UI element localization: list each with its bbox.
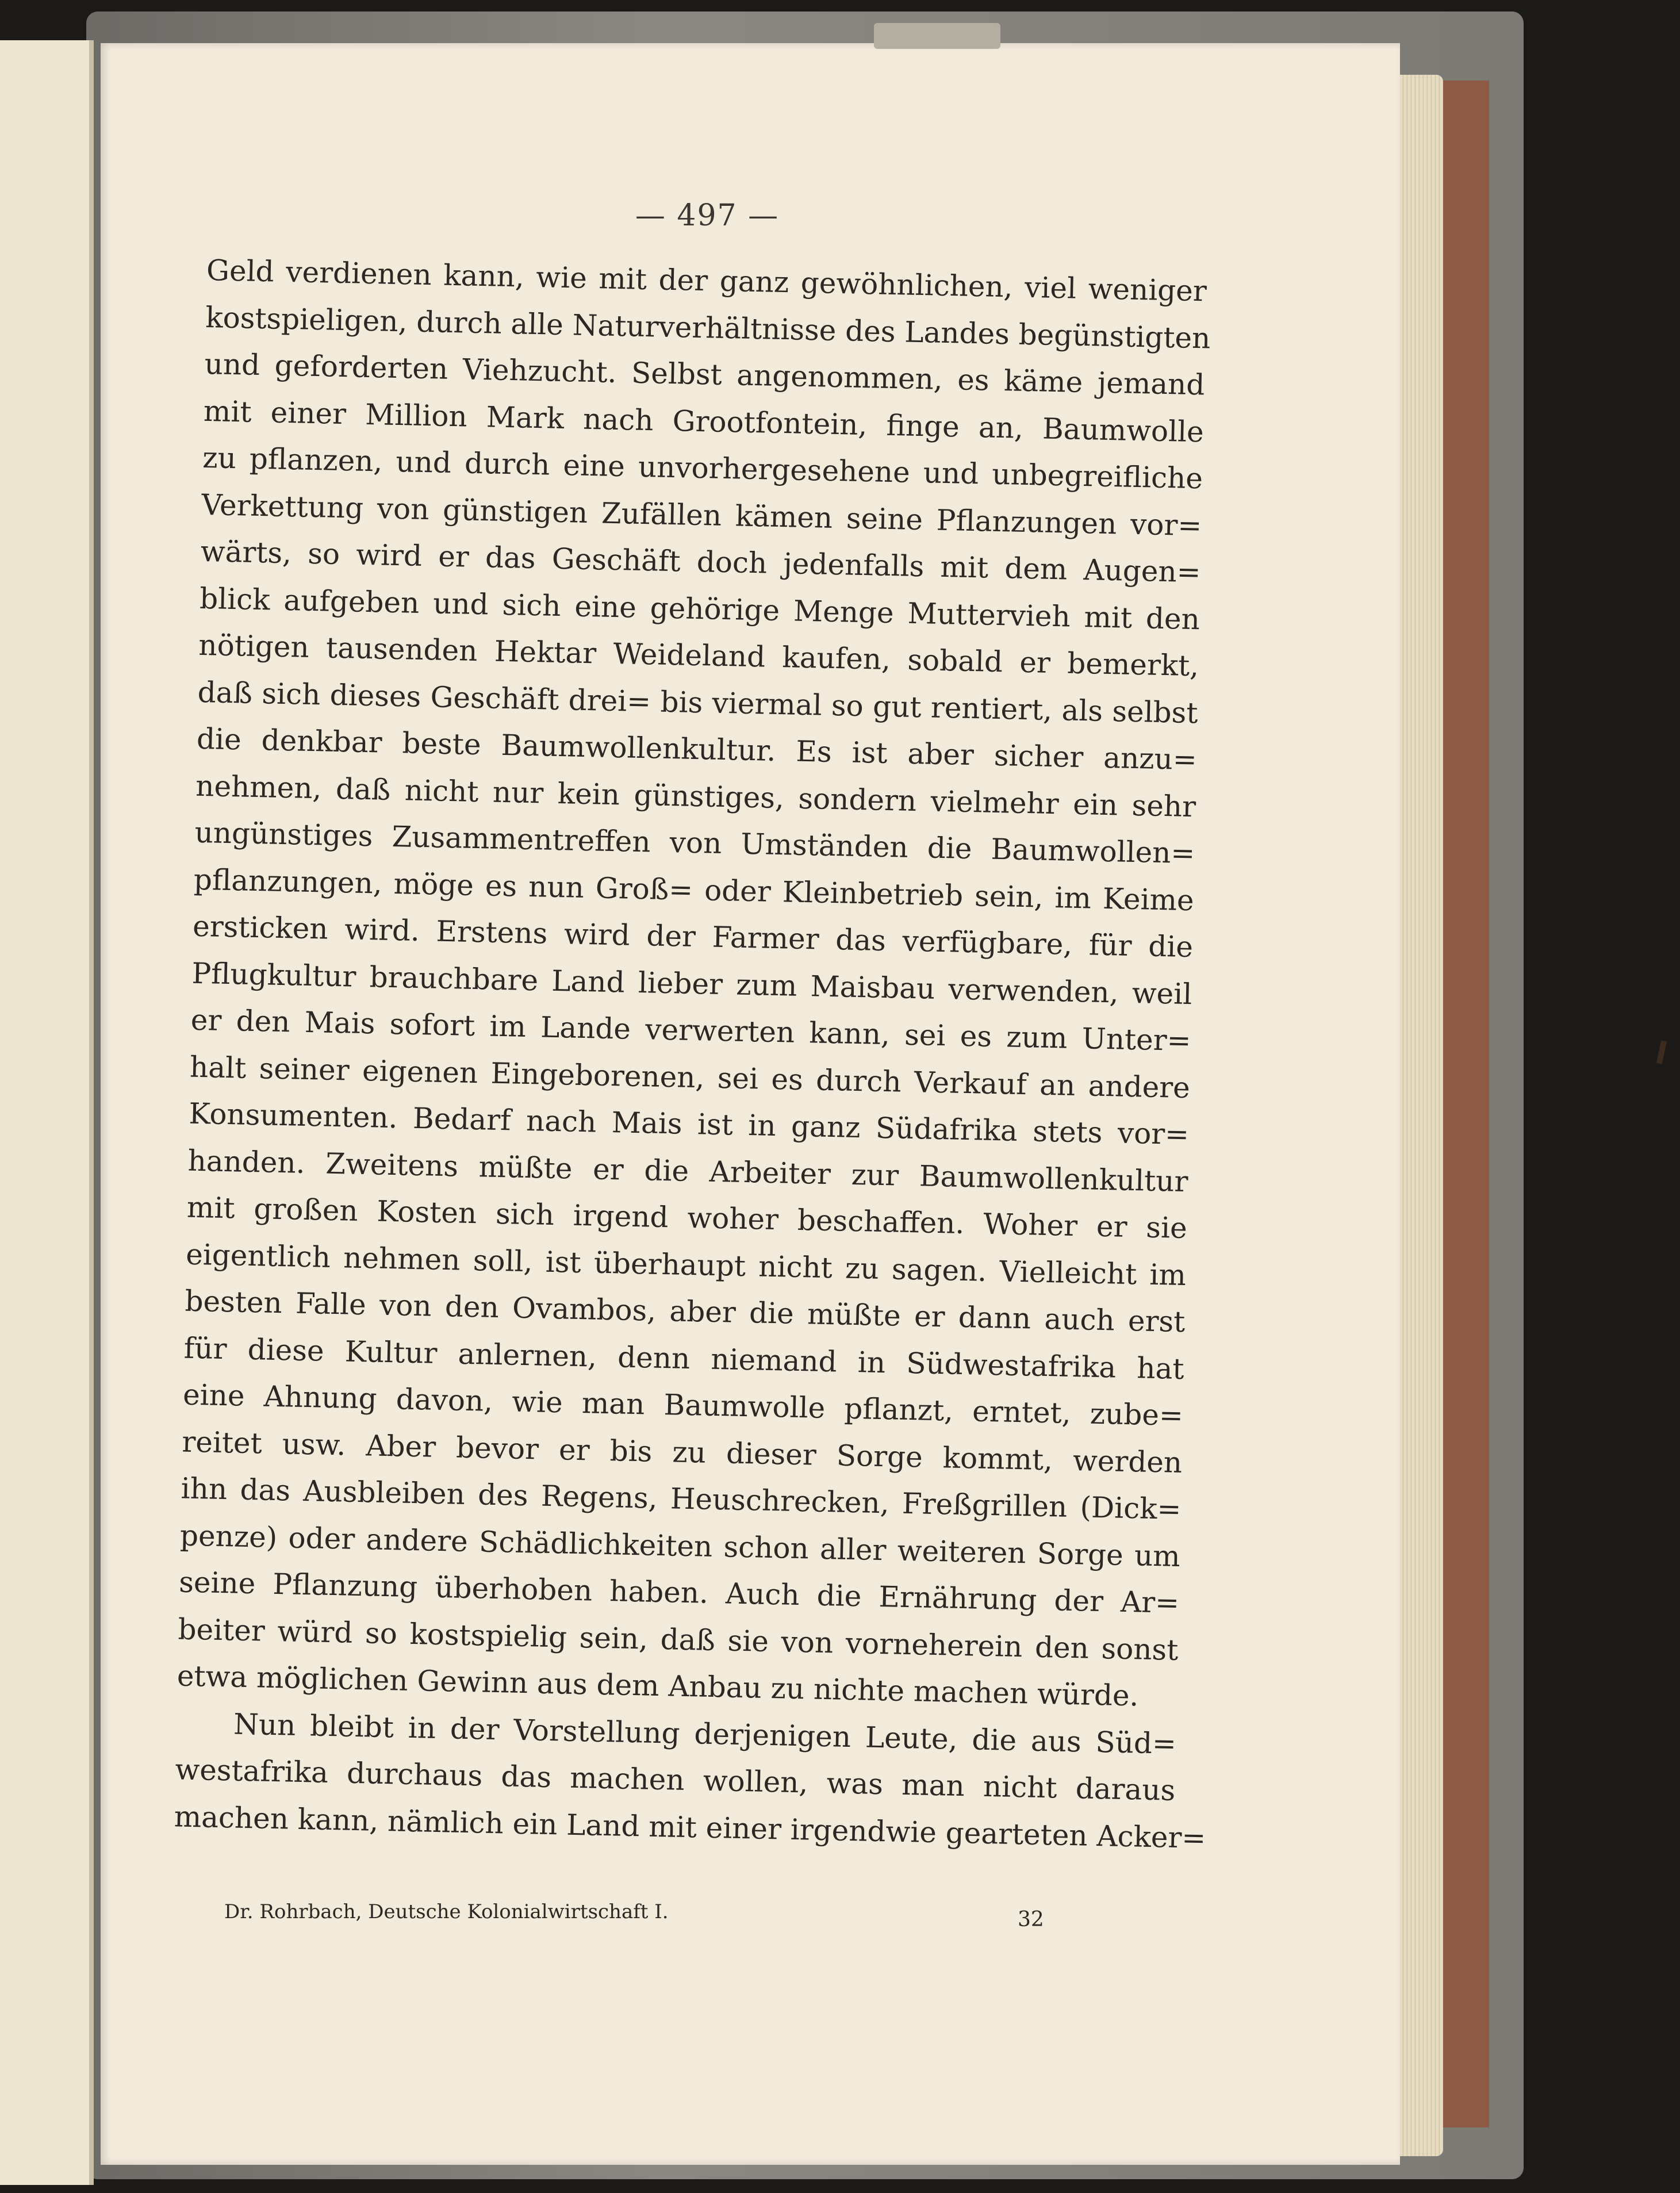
text-line: ihn das Ausbleiben des Regens, Heuschrecken, Freßgrillen (Dick= bbox=[181, 1471, 1182, 1526]
text-line: handen. Zweitens müßte er die Arbeiter zur Baumwollenkultur bbox=[187, 1144, 1188, 1198]
text-line: nötigen tausenden Hektar Weideland kaufen, sobald er bemerkt, bbox=[198, 628, 1199, 683]
footer-author-line: Dr. Rohrbach, Deutsche Kolonialwirtschaft I. bbox=[224, 1900, 669, 1923]
text-line: penze) oder andere Schädlichkeiten schon aller weiteren Sorge um bbox=[179, 1519, 1181, 1573]
text-line: Konsumenten. Bedarf nach Mais ist in ganz Südafrika stets vor= bbox=[188, 1096, 1190, 1152]
text-line: mit großen Kosten sich irgend woher beschaffen. Woher er sie bbox=[186, 1190, 1188, 1245]
text-line: mit einer Million Mark nach Grootfontein, finge an, Baumwolle bbox=[203, 394, 1205, 448]
text-line: Geld verdienen kann, wie mit der ganz gewöhnlichen, viel weniger bbox=[206, 253, 1207, 308]
text-line: daß sich dieses Geschäft drei= bis viermal so gut rentiert, als selbst bbox=[197, 675, 1199, 730]
footer-signature-mark: 32 bbox=[1018, 1908, 1044, 1931]
repair-tape bbox=[874, 23, 1000, 49]
text-line: für diese Kultur anlernen, denn niemand in Südwestafrika hat bbox=[183, 1331, 1185, 1386]
facing-page-edge bbox=[0, 40, 94, 2185]
text-line: eine Ahnung davon, wie man Baumwolle pflanzt, erntet, zube= bbox=[182, 1378, 1184, 1432]
text-line: reitet usw. Aber bevor er bis zu dieser Sorge kommt, werden bbox=[181, 1425, 1183, 1479]
text-line: blick aufgeben und sich eine gehörige Menge Muttervieh mit den bbox=[199, 581, 1200, 636]
text-line: etwa möglichen Gewinn aus dem Anbau zu nichte machen würde. bbox=[177, 1659, 1140, 1713]
text-line: Pflugkultur brauchbare Land lieber zum Maisbau verwenden, weil bbox=[191, 956, 1192, 1011]
text-line: halt seiner eigenen Eingeborenen, sei es durch Verkauf an andere bbox=[189, 1050, 1191, 1105]
text-line: seine Pflanzung überhoben haben. Auch die Ernährung der Ar= bbox=[178, 1565, 1180, 1620]
text-line: ersticken wird. Erstens wird der Farmer das verfügbare, für die bbox=[192, 909, 1194, 964]
text-line: er den Mais sofort im Lande verwerten kann, sei es zum Unter= bbox=[190, 1003, 1192, 1058]
text-line: Verkettung von günstigen Zufällen kämen seine Pflanzungen vor= bbox=[201, 488, 1202, 542]
text-line: zu pflanzen, und durch eine unvorhergesehene und unbegreifliche bbox=[202, 440, 1203, 496]
text-line: nehmen, daß nicht nur kein günstiges, sondern vielmehr ein sehr bbox=[195, 769, 1196, 823]
text-line: eigentlich nehmen soll, ist überhaupt nicht zu sagen. Vielleicht im bbox=[185, 1237, 1187, 1292]
text-line: und geforderten Viehzucht. Selbst angenommen, es käme jemand bbox=[204, 347, 1205, 402]
text-line: Nun bleibt in der Vorstellung derjenigen Leute, die aus Süd= bbox=[233, 1707, 1177, 1761]
text-line: ungünstiges Zusammentreffen von Umständen die Baumwollen= bbox=[194, 815, 1195, 871]
text-line: beiter würd so kostspielig sein, daß sie von vorneherein den sonst bbox=[178, 1612, 1179, 1667]
text-line: besten Falle von den Ovambos, aber die müßte er dann auch erst bbox=[185, 1284, 1186, 1339]
page-number: — 497 — bbox=[635, 198, 780, 233]
body-text bbox=[174, 247, 1211, 1861]
text-line: pflanzungen, möge es nun Groß= oder Kleinbetrieb sein, im Keime bbox=[193, 862, 1195, 917]
text-line: die denkbar beste Baumwollenkultur. Es ist aber sicher anzu= bbox=[196, 722, 1198, 777]
text-line: wärts, so wird er das Geschäft doch jedenfalls mit dem Augen= bbox=[200, 534, 1202, 589]
text-line: westafrika durchaus das machen wollen, was man nicht daraus bbox=[174, 1753, 1176, 1807]
text-line: kostspieligen, durch alle Naturverhältnisse des Landes begünstigten bbox=[205, 300, 1211, 355]
text-line: machen kann, nämlich ein Land mit einer irgendwie gearteten Acker= bbox=[174, 1799, 1206, 1855]
margin-mark bbox=[1656, 1040, 1667, 1064]
